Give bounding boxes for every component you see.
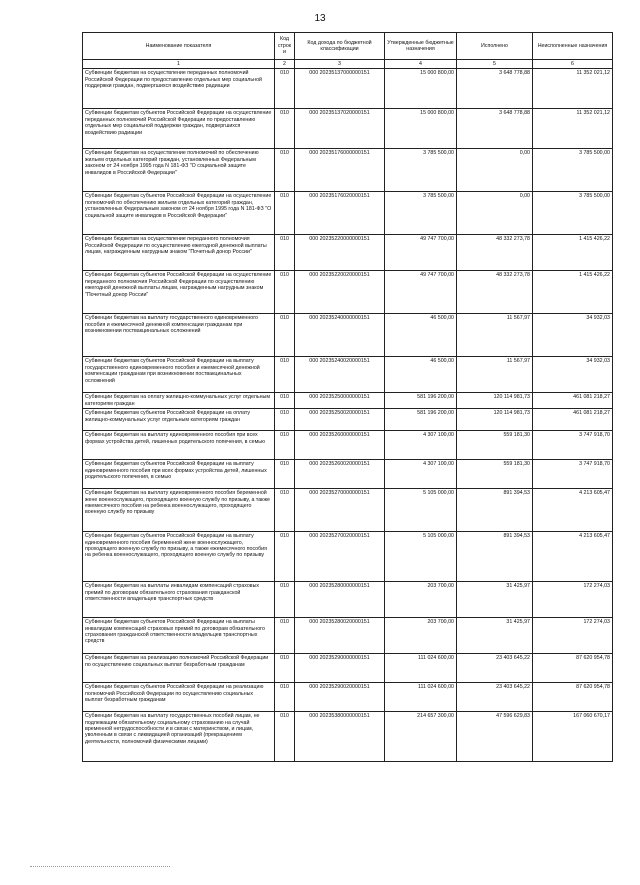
cell-line-code: 010 (275, 69, 295, 109)
cell-approved: 4 307 100,00 (385, 460, 457, 489)
cell-unexecuted: 11 352 021,12 (533, 109, 613, 149)
cell-income-code: 000 20235137000000151 (295, 69, 385, 109)
cell-unexecuted: 4 213 605,47 (533, 532, 613, 582)
cell-indicator-name: Субвенции бюджетам на выплату единовременного пособия беременной жене военнослужащего, проходящего военную службу по призыву, а также ежемесячного пособия на ребенка военнослужащего, проходящего военную службу по призыву (83, 489, 275, 532)
cell-approved: 5 105 000,00 (385, 489, 457, 532)
table-row (83, 409, 613, 431)
cell-line-code: 010 (275, 393, 295, 409)
cell-executed: 120 114 981,73 (457, 409, 533, 431)
cell-line-code: 010 (275, 618, 295, 654)
cell-approved: 49 747 700,00 (385, 271, 457, 314)
cell-line-code: 010 (275, 683, 295, 712)
cell-indicator-name: Субвенции бюджетам на выплаты инвалидам компенсаций страховых премий по договорам обязательного страхования гражданской ответственности владельцев транспортных средств (83, 582, 275, 618)
cell-indicator-name: Субвенции бюджетам субъектов Российской Федерации на оплату жилищно-коммунальных услуг отдельным категориям граждан (83, 409, 275, 431)
cell-approved: 5 105 000,00 (385, 532, 457, 582)
table-row (83, 489, 613, 532)
cell-unexecuted: 34 932,03 (533, 314, 613, 357)
column-number: 4 (385, 60, 457, 69)
cell-indicator-name: Субвенции бюджетам субъектов Российской Федерации на осуществление переданного полномочия Российской Федерации по осуществлению ежегодной денежной выплаты лицам, награжденным нагрудным знаком "Почетный донор России" (83, 271, 275, 314)
cell-indicator-name: Субвенции бюджетам на осуществление полномочий по обеспечению жильем отдельных категорий граждан, установленных Федеральным законом от 24 ноября 1995 года N 181-ФЗ "О социальной защите инвалидов в Российской Федерации" (83, 149, 275, 192)
cell-indicator-name: Субвенции бюджетам на осуществление переданного полномочия Российской Федерации по осуществлению ежегодной денежной выплаты лицам, награжденным нагрудным знаком "Почетный донор России" (83, 235, 275, 271)
cell-income-code: 000 20235260000000151 (295, 431, 385, 460)
header-executed: Исполнено (457, 33, 533, 60)
table-row (83, 683, 613, 712)
cell-income-code: 000 20235380000000151 (295, 712, 385, 762)
cell-approved: 111 024 600,00 (385, 683, 457, 712)
header-line-code: Код строк и (275, 33, 295, 60)
cell-executed: 11 567,97 (457, 357, 533, 393)
cell-line-code: 010 (275, 357, 295, 393)
cell-unexecuted: 3 747 918,70 (533, 431, 613, 460)
cell-executed: 3 648 778,88 (457, 69, 533, 109)
cell-indicator-name: Субвенции бюджетам субъектов Российской Федерации на выплату единовременного пособия беременной жене военнослужащего, проходящего военную службу по призыву, а также ежемесячного пособия на ребенка военнослужащего, проходящего военную службу по призыву (83, 532, 275, 582)
cell-unexecuted: 3 785 500,00 (533, 149, 613, 192)
cell-indicator-name: Субвенции бюджетам на осуществление переданных полномочий Российской Федерации по предоставлению отдельных мер социальной поддержки граждан, подвергшихся воздействию радиации (83, 69, 275, 109)
header-approved: Утвержденные бюджетные назначения (385, 33, 457, 60)
cell-line-code: 010 (275, 271, 295, 314)
cell-approved: 3 785 500,00 (385, 149, 457, 192)
cell-executed: 31 425,97 (457, 618, 533, 654)
table-row (83, 712, 613, 762)
column-number: 3 (295, 60, 385, 69)
cell-executed: 559 181,30 (457, 431, 533, 460)
cell-unexecuted: 172 274,03 (533, 618, 613, 654)
table-row (83, 431, 613, 460)
budget-execution-table (82, 32, 613, 762)
cell-indicator-name: Субвенции бюджетам на выплату государственных пособий лицам, не подлежащим обязательному социальному страхованию на случай временной нетрудоспособности и в связи с материнством, и лицам, уволенным в связи с ликвидацией организаций (прекращением деятельности, полномочий физическими лицами) (83, 712, 275, 762)
cell-line-code: 010 (275, 431, 295, 460)
table-row (83, 235, 613, 271)
cell-line-code: 010 (275, 409, 295, 431)
table-row (83, 654, 613, 683)
cell-line-code: 010 (275, 314, 295, 357)
cell-indicator-name: Субвенции бюджетам на выплату государственного единовременного пособия и ежемесячной денежной компенсации гражданам при возникновении поствакцинальных осложнений (83, 314, 275, 357)
cell-indicator-name: Субвенции бюджетам субъектов Российской Федерации на реализацию полномочий Российской Федерации по осуществлению социальных выплат безработным гражданам (83, 683, 275, 712)
cell-unexecuted: 461 081 218,27 (533, 393, 613, 409)
table-row (83, 192, 613, 235)
header-indicator-name: Наименование показателя (83, 33, 275, 60)
cell-income-code: 000 20235176020000151 (295, 192, 385, 235)
cell-income-code: 000 20235270000000151 (295, 489, 385, 532)
cell-executed: 0,00 (457, 149, 533, 192)
cell-approved: 203 700,00 (385, 618, 457, 654)
cell-indicator-name: Субвенции бюджетам субъектов Российской Федерации на выплату единовременного пособия при всех формах устройства детей, лишенных родительского попечения, в семью (83, 460, 275, 489)
cell-income-code: 000 20235240020000151 (295, 357, 385, 393)
cell-income-code: 000 20235280000000151 (295, 582, 385, 618)
cell-line-code: 010 (275, 149, 295, 192)
table-row (83, 314, 613, 357)
cell-executed: 47 596 629,83 (457, 712, 533, 762)
table-row (83, 109, 613, 149)
cell-executed: 559 181,30 (457, 460, 533, 489)
cell-unexecuted: 172 274,03 (533, 582, 613, 618)
header-unexecuted: Неисполненные назначения (533, 33, 613, 60)
table-row (83, 618, 613, 654)
column-number: 2 (275, 60, 295, 69)
table-header-row (83, 33, 613, 60)
cell-income-code: 000 20235290000000151 (295, 654, 385, 683)
cell-indicator-name: Субвенции бюджетам на выплату единовременного пособия при всех формах устройства детей, лишенных родительского попечения, в семью (83, 431, 275, 460)
table-row (83, 460, 613, 489)
cell-income-code: 000 20235270020000151 (295, 532, 385, 582)
column-number: 1 (83, 60, 275, 69)
cell-approved: 4 307 100,00 (385, 431, 457, 460)
cell-indicator-name: Субвенции бюджетам субъектов Российской Федерации на осуществление переданных полномочий Российской Федерации по предоставлению отдельных мер социальной поддержки граждан, подвергшихся воздействию радиации (83, 109, 275, 149)
cell-line-code: 010 (275, 460, 295, 489)
cell-executed: 31 425,97 (457, 582, 533, 618)
cell-unexecuted: 3 747 918,70 (533, 460, 613, 489)
page-number: 13 (314, 13, 326, 24)
cell-indicator-name: Субвенции бюджетам на оплату жилищно-коммунальных услуг отдельным категориям граждан (83, 393, 275, 409)
cell-income-code: 000 20235260020000151 (295, 460, 385, 489)
cell-indicator-name: Субвенции бюджетам на реализацию полномочий Российской Федерации по осуществлению социальных выплат безработным гражданам (83, 654, 275, 683)
cell-line-code: 010 (275, 489, 295, 532)
table-row (83, 582, 613, 618)
cell-income-code: 000 20235220000000151 (295, 235, 385, 271)
cell-income-code: 000 20235290020000151 (295, 683, 385, 712)
table-row (83, 532, 613, 582)
column-number-row (83, 60, 613, 69)
cell-line-code: 010 (275, 712, 295, 762)
cell-indicator-name: Субвенции бюджетам субъектов Российской Федерации на выплаты инвалидам компенсаций страховых премий по договорам обязательного страхования гражданской ответственности владельцев транспортных средств (83, 618, 275, 654)
cell-executed: 891 394,53 (457, 489, 533, 532)
table-row (83, 357, 613, 393)
cell-approved: 581 196 200,00 (385, 409, 457, 431)
cell-income-code: 000 20235240000000151 (295, 314, 385, 357)
cell-executed: 48 332 273,78 (457, 271, 533, 314)
cell-income-code: 000 20235250020000151 (295, 409, 385, 431)
cell-approved: 111 024 600,00 (385, 654, 457, 683)
cell-line-code: 010 (275, 192, 295, 235)
cell-unexecuted: 167 060 670,17 (533, 712, 613, 762)
cell-approved: 203 700,00 (385, 582, 457, 618)
column-number: 5 (457, 60, 533, 69)
cell-unexecuted: 1 415 426,22 (533, 235, 613, 271)
cell-unexecuted: 4 213 605,47 (533, 489, 613, 532)
cell-approved: 214 657 300,00 (385, 712, 457, 762)
cell-income-code: 000 20235137020000151 (295, 109, 385, 149)
cell-unexecuted: 34 932,03 (533, 357, 613, 393)
footer-rule (30, 866, 170, 867)
cell-line-code: 010 (275, 109, 295, 149)
table-row (83, 271, 613, 314)
cell-approved: 581 196 200,00 (385, 393, 457, 409)
cell-executed: 891 394,53 (457, 532, 533, 582)
cell-executed: 120 114 981,73 (457, 393, 533, 409)
cell-line-code: 010 (275, 532, 295, 582)
cell-approved: 15 000 800,00 (385, 69, 457, 109)
cell-income-code: 000 20235250000000151 (295, 393, 385, 409)
cell-approved: 46 500,00 (385, 314, 457, 357)
cell-unexecuted: 461 081 218,27 (533, 409, 613, 431)
cell-approved: 15 000 800,00 (385, 109, 457, 149)
cell-line-code: 010 (275, 582, 295, 618)
cell-income-code: 000 20235220020000151 (295, 271, 385, 314)
cell-approved: 49 747 700,00 (385, 235, 457, 271)
cell-unexecuted: 87 620 954,78 (533, 654, 613, 683)
cell-executed: 48 332 273,78 (457, 235, 533, 271)
cell-approved: 46 500,00 (385, 357, 457, 393)
cell-executed: 23 403 645,22 (457, 654, 533, 683)
cell-unexecuted: 3 785 500,00 (533, 192, 613, 235)
cell-executed: 0,00 (457, 192, 533, 235)
cell-unexecuted: 1 415 426,22 (533, 271, 613, 314)
cell-executed: 3 648 778,88 (457, 109, 533, 149)
cell-indicator-name: Субвенции бюджетам субъектов Российской Федерации на осуществление полномочий по обеспечению жильем отдельных категорий граждан, установленных Федеральным законом от 24 ноября 1995 года N 181-ФЗ "О социальной защите инвалидов в Российской Федерации" (83, 192, 275, 235)
cell-executed: 11 567,97 (457, 314, 533, 357)
cell-executed: 23 403 645,22 (457, 683, 533, 712)
table-row (83, 69, 613, 109)
table-row (83, 149, 613, 192)
cell-indicator-name: Субвенции бюджетам субъектов Российской Федерации на выплату государственного единовременного пособия и ежемесячной денежной компенсации гражданам при возникновении поствакцинальных осложнений (83, 357, 275, 393)
cell-approved: 3 785 500,00 (385, 192, 457, 235)
header-income-code: Код дохода по бюджетной классификации (295, 33, 385, 60)
cell-line-code: 010 (275, 654, 295, 683)
cell-income-code: 000 20235176000000151 (295, 149, 385, 192)
column-number: 6 (533, 60, 613, 69)
table-body (83, 69, 613, 762)
cell-unexecuted: 87 620 954,78 (533, 683, 613, 712)
cell-line-code: 010 (275, 235, 295, 271)
cell-unexecuted: 11 352 021,12 (533, 69, 613, 109)
cell-income-code: 000 20235280020000151 (295, 618, 385, 654)
table-row (83, 393, 613, 409)
